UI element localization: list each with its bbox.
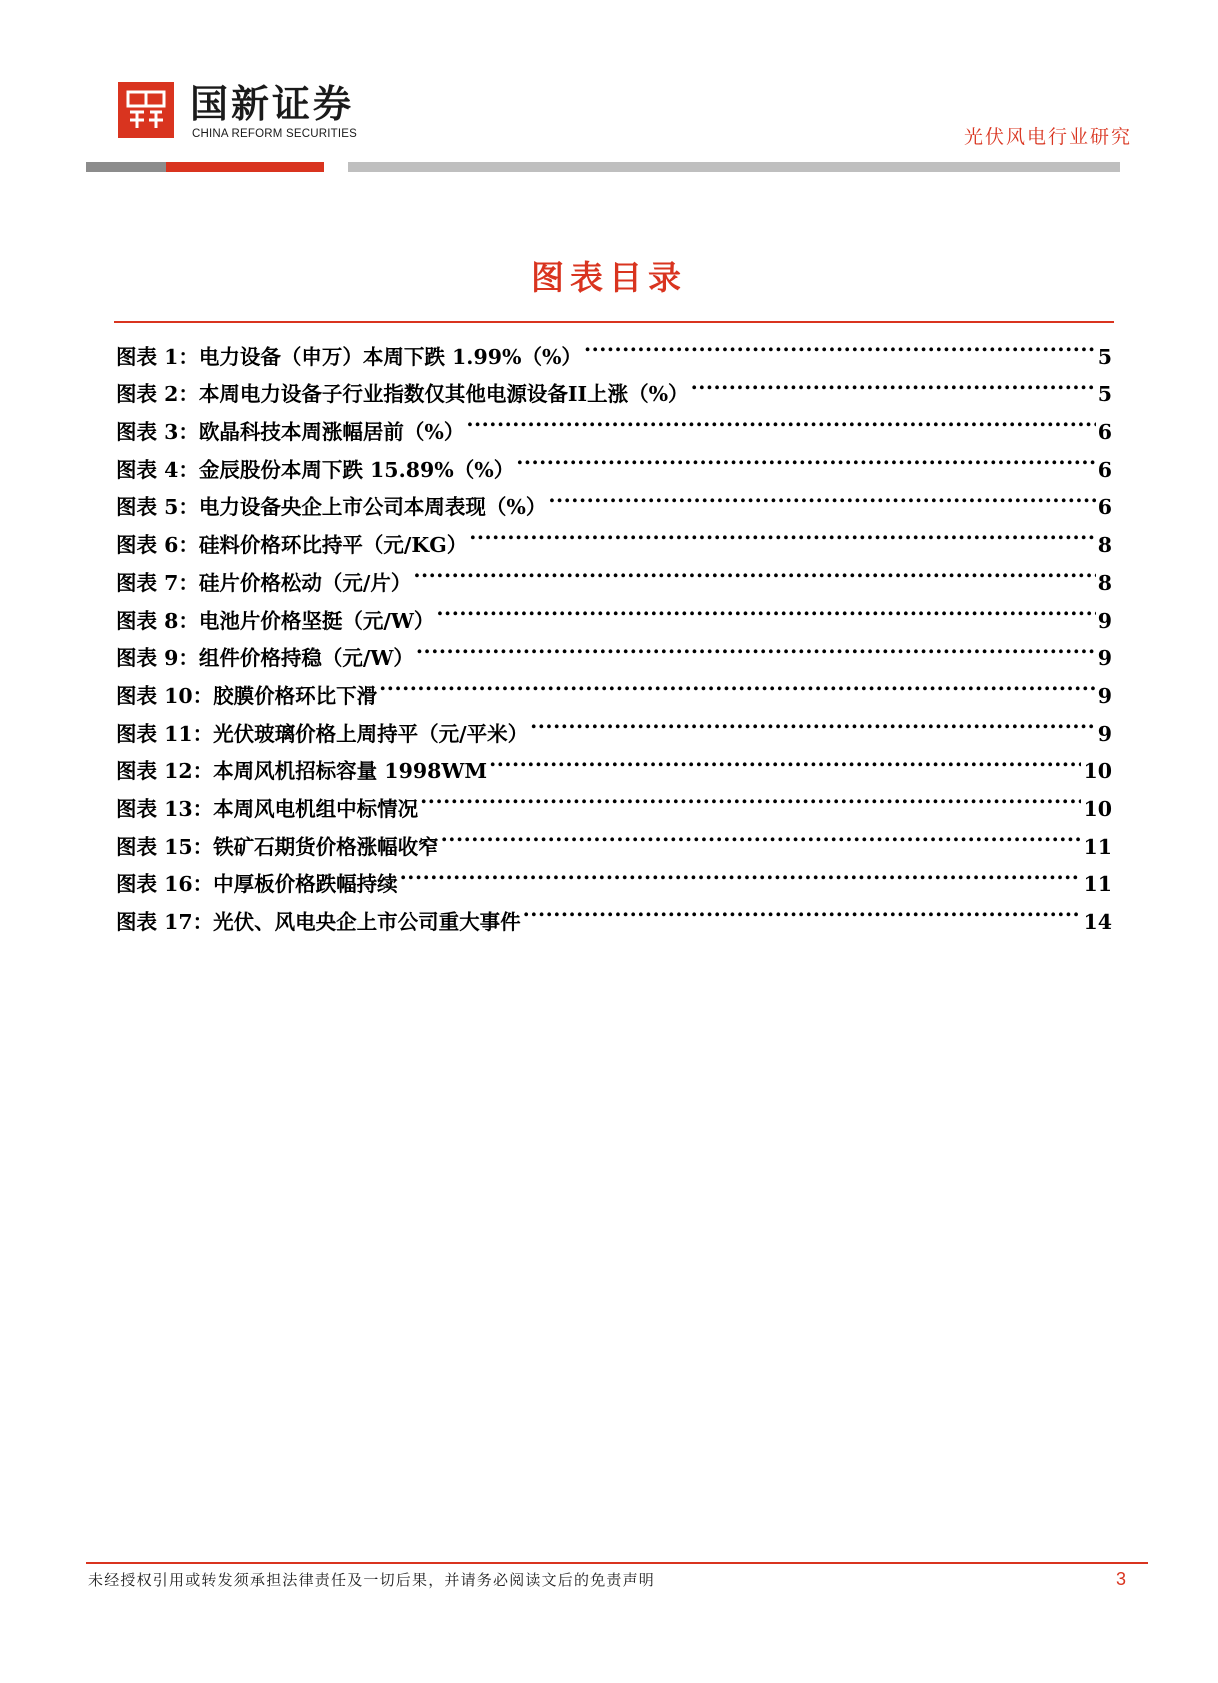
- toc-entry-page: 8: [1097, 570, 1112, 595]
- toc-entry-page: 6: [1097, 495, 1112, 520]
- toc-leader-dots: [689, 364, 1096, 402]
- toc-entry-page: 5: [1097, 344, 1112, 369]
- toc-entry[interactable]: [116, 326, 1112, 369]
- toc-entry-label: 图表 6：硅料价格环比持平（元/KG）: [116, 533, 468, 558]
- brand-logo-icon: [118, 82, 174, 138]
- toc-entry-page: 9: [1097, 646, 1112, 671]
- toc-entry-label: 图表 7：硅片价格松动（元/片）: [116, 570, 412, 595]
- toc-entry-page: 14: [1083, 910, 1112, 934]
- toc-leader-dots: [528, 703, 1096, 741]
- header-bar-gray-right: [348, 162, 1120, 172]
- header-bar-gray-left: [86, 162, 166, 172]
- toc-entry-label: 图表 5：电力设备央企上市公司本周表现（%）: [116, 495, 547, 520]
- toc-entry-page: 11: [1083, 872, 1112, 897]
- toc-entry-page: 9: [1097, 721, 1112, 746]
- toc-entry-label: 图表 16：中厚板价格跌幅持续: [116, 872, 398, 897]
- toc-leader-dots: [467, 514, 1096, 552]
- toc-leader-dots: [418, 778, 1081, 816]
- red-square-emblem-icon: [124, 88, 168, 132]
- toc-list: [116, 326, 1112, 934]
- toc-entry-label: 图表 9：组件价格持稳（元/W）: [116, 646, 414, 671]
- toc-leader-dots: [521, 891, 1082, 929]
- toc-entry-page: 10: [1083, 796, 1112, 821]
- toc-entry-label: 图表 15：铁矿石期货价格涨幅收窄: [116, 834, 439, 859]
- toc-leader-dots: [377, 665, 1096, 703]
- toc-entry-label: 图表 13：本周风电机组中标情况: [116, 796, 419, 821]
- report-category: 光伏风电行业研究: [963, 126, 1132, 148]
- toc-entry-label: 图表 2：本周电力设备子行业指数仅其他电源设备II上涨（%）: [116, 382, 689, 407]
- toc-entry-label: 图表 4：金辰股份本周下跌 15.89%（%）: [116, 457, 515, 482]
- toc-entry-page: 9: [1097, 608, 1112, 633]
- header-bar-red: [166, 162, 324, 172]
- toc-entry-label: 图表 11：光伏玻璃价格上周持平（元/平米）: [116, 721, 529, 746]
- toc-title: 图表目录: [531, 258, 687, 297]
- toc-leader-dots: [464, 401, 1095, 439]
- toc-entry-page: 10: [1083, 759, 1112, 784]
- toc-divider: [114, 321, 1114, 323]
- toc-entry-label: 图表 1：电力设备（申万）本周下跌 1.99%（%）: [116, 344, 582, 369]
- toc-entry-page: 5: [1097, 382, 1112, 407]
- toc-leader-dots: [582, 326, 1096, 364]
- brand-name-en: CHINA REFORM SECURITIES: [192, 128, 357, 140]
- toc-entry-page: 6: [1097, 420, 1112, 445]
- footer-divider: [86, 1562, 1148, 1564]
- toc-leader-dots: [434, 590, 1095, 628]
- toc-leader-dots: [439, 816, 1082, 854]
- toc-leader-dots: [398, 854, 1082, 892]
- toc-leader-dots: [546, 477, 1095, 515]
- toc-entry-page: 6: [1097, 457, 1112, 482]
- toc-leader-dots: [414, 628, 1096, 666]
- toc-entry-label: 图表 12：本周风机招标容量 1998WM: [116, 759, 488, 784]
- toc-entry-label: 图表 17：光伏、风电央企上市公司重大事件: [116, 910, 521, 934]
- toc-leader-dots: [514, 439, 1096, 477]
- footer-disclaimer: 未经授权引用或转发须承担法律责任及一切后果，并请务必阅读文后的免责声明: [88, 1571, 656, 1589]
- toc-entry-page: 9: [1097, 683, 1112, 708]
- toc-leader-dots: [487, 741, 1081, 779]
- toc-entry-label: 图表 8：电池片价格坚挺（元/W）: [116, 608, 435, 633]
- page-number: 3: [1115, 1569, 1126, 1589]
- toc-entry-page: 11: [1083, 834, 1112, 859]
- toc-entry-label: 图表 10：胶膜价格环比下滑: [116, 683, 378, 708]
- toc-leader-dots: [411, 552, 1095, 590]
- brand-name-cn: 国新证券: [190, 82, 355, 126]
- toc-entry-page: 8: [1097, 533, 1112, 558]
- toc-entry-label: 图表 3：欧晶科技本周涨幅居前（%）: [116, 420, 465, 445]
